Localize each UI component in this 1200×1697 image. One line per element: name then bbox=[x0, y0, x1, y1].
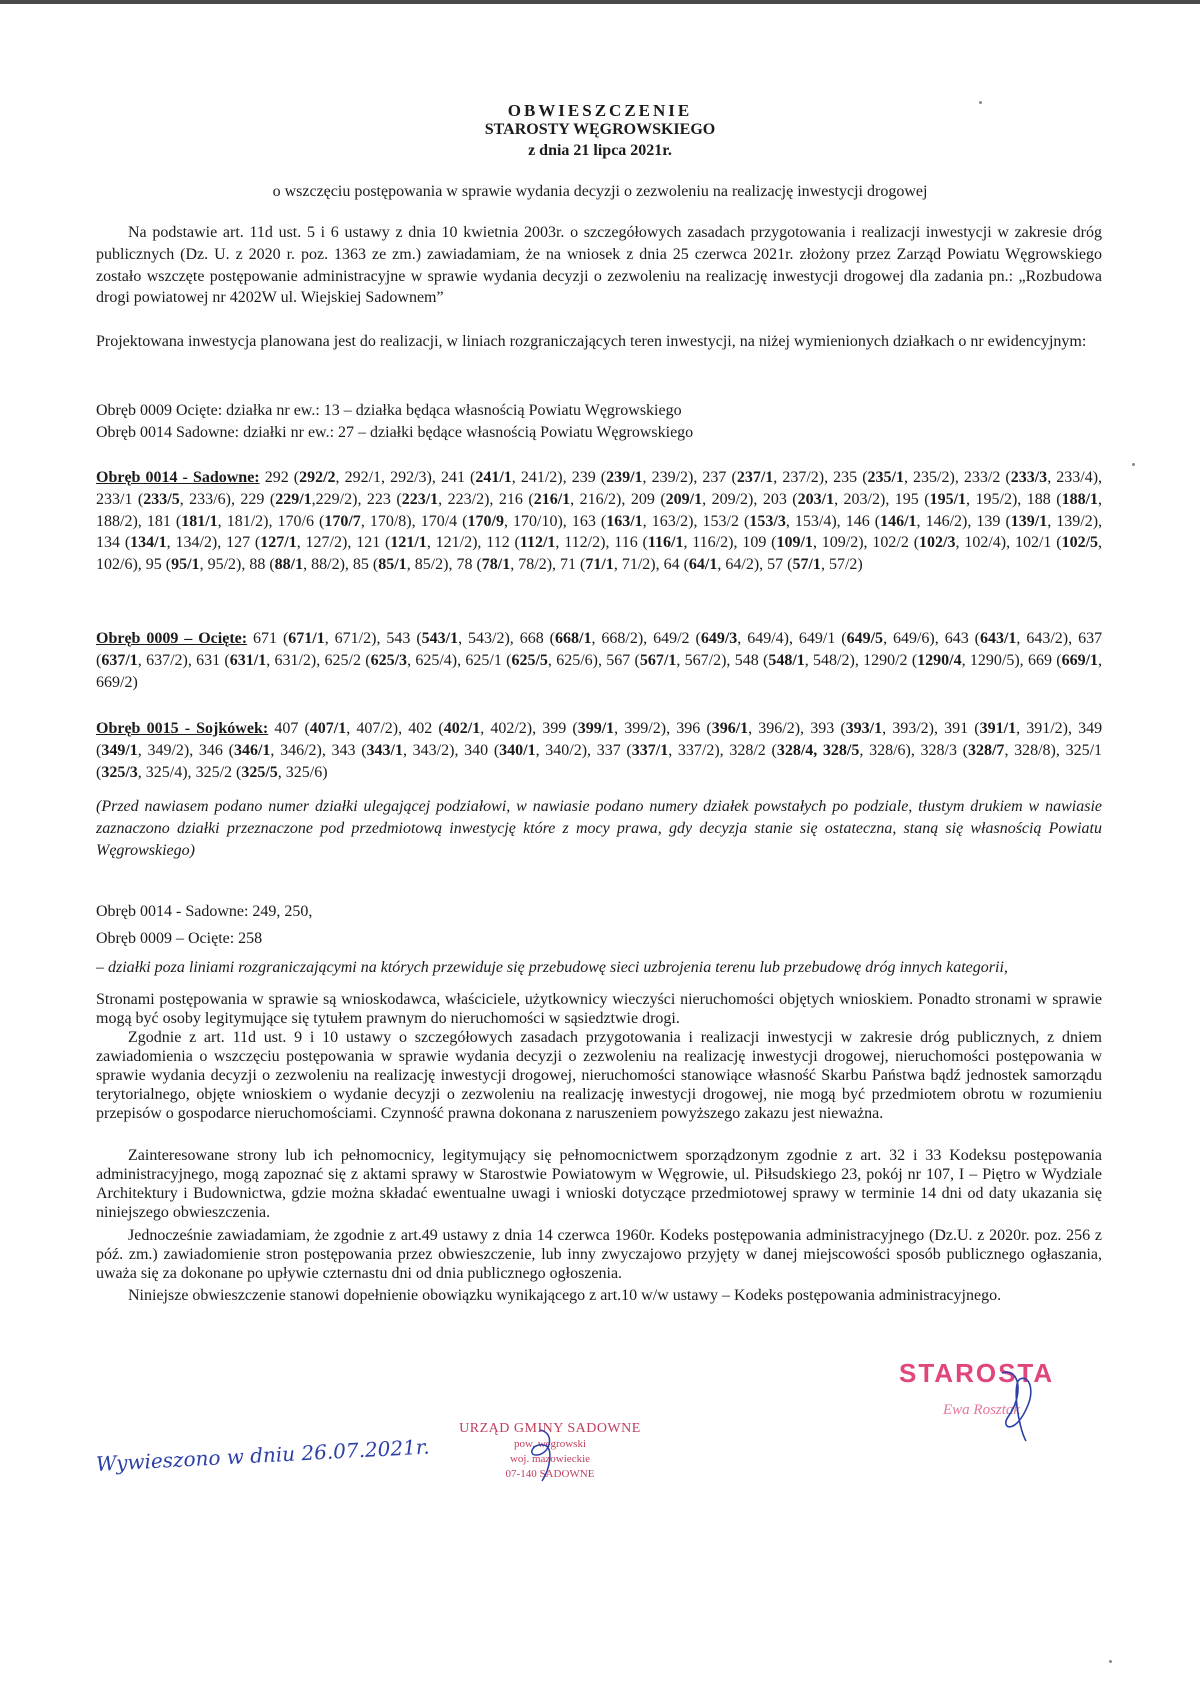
parcel-remaining: , 102/4), bbox=[955, 534, 1015, 552]
document-date: z dnia 21 lipca 2021r. bbox=[528, 142, 672, 159]
parcel-road-plot: 78/1 bbox=[481, 556, 511, 574]
obreb-label: Obręb 0015 - Sojkówek: bbox=[96, 720, 269, 737]
parcel-entry bbox=[96, 491, 240, 508]
parcel-source: 233/1 ( bbox=[96, 490, 144, 508]
parcel-entry bbox=[356, 534, 486, 551]
parcel-remaining: , 134/2), bbox=[166, 534, 227, 552]
parcel-source: 181 ( bbox=[146, 512, 182, 530]
parcel-source: 64 ( bbox=[663, 556, 689, 574]
parcel-source: 195 ( bbox=[894, 490, 930, 508]
parcel-source: 223 ( bbox=[366, 490, 402, 508]
parcel-road-plot: 328/7 bbox=[967, 741, 1005, 759]
parcel-source: 241 ( bbox=[440, 469, 476, 486]
other-parcels-0014: Obręb 0014 - Sadowne: 249, 250, bbox=[96, 903, 313, 920]
parcel-road-plot: 631/1 bbox=[229, 651, 267, 669]
parcel-source: 1290/2 ( bbox=[863, 651, 918, 669]
parcel-source: 109 ( bbox=[742, 534, 777, 552]
parcel-road-plot: 349/1 bbox=[101, 741, 138, 759]
parcel-road-plot: 127/1 bbox=[260, 534, 297, 552]
scan-speck bbox=[979, 101, 982, 104]
parcel-source: 229 ( bbox=[240, 490, 276, 508]
parcel-remaining: , 112/2), bbox=[555, 534, 615, 552]
parcel-road-plot: 567/1 bbox=[639, 651, 677, 669]
stamp-signature-scribble bbox=[520, 1425, 570, 1485]
parcel-source: 112 ( bbox=[486, 534, 520, 552]
parcel-source: 170/6 ( bbox=[277, 512, 325, 530]
parcel-entry bbox=[386, 630, 519, 647]
starosta-name: Ewa Rosztak bbox=[943, 1402, 1021, 1418]
parcel-entry bbox=[799, 630, 945, 647]
parcel-remaining: , 567/2), bbox=[676, 651, 735, 669]
parcel-remaining: , 668/2), bbox=[591, 630, 654, 647]
parcel-entry bbox=[421, 513, 572, 530]
parcel-remaining: , 669/2) bbox=[96, 651, 1103, 691]
parcel-entry bbox=[542, 720, 676, 737]
parcel-road-plot: 170/7 bbox=[324, 512, 361, 530]
parcel-remaining: , 233/6), bbox=[179, 490, 241, 508]
parcel-road-plot: 85/1 bbox=[378, 556, 407, 574]
parcel-entry bbox=[499, 491, 631, 508]
parcel-source: 116 ( bbox=[614, 534, 648, 552]
parcel-entry bbox=[332, 742, 465, 759]
parcel-remaining: , 102/6), bbox=[96, 534, 1103, 574]
parcel-entry bbox=[944, 720, 1078, 737]
parcel-road-plot: 343/1 bbox=[366, 741, 403, 759]
parcel-entry bbox=[572, 469, 703, 486]
parcel-entry bbox=[456, 556, 560, 573]
parcel-source: 153/2 ( bbox=[702, 512, 750, 530]
parcel-remaining: , 127/2), bbox=[296, 534, 357, 552]
parcel-entry bbox=[763, 491, 895, 508]
parcel-source: 637 ( bbox=[96, 630, 1103, 669]
parcel-entry bbox=[249, 556, 353, 573]
parcel-remaining: , 139/2), bbox=[1047, 512, 1103, 530]
parcel-remaining: , 292/1, 292/3), bbox=[335, 469, 441, 486]
parcel-remaining: , 637/2), bbox=[137, 651, 197, 669]
parcel-remaining: , 340/2), bbox=[535, 741, 597, 759]
parcel-remaining: , 391/2), bbox=[1016, 720, 1079, 737]
parcel-entry bbox=[921, 742, 1066, 759]
parcel-source: 102/2 ( bbox=[872, 534, 920, 552]
parcel-remaining: , 95/2), bbox=[199, 556, 250, 574]
parcel-remaining: , 170/10), bbox=[503, 512, 572, 530]
parcel-entry bbox=[367, 491, 499, 508]
parcel-source: 57 ( bbox=[767, 556, 793, 574]
parcel-source: 85 ( bbox=[352, 556, 379, 574]
parcel-remaining: , 233/4), bbox=[1047, 469, 1103, 486]
parcel-entry bbox=[872, 534, 1015, 551]
parcel-road-plot: 139/1 bbox=[1010, 512, 1048, 530]
parcel-entry bbox=[606, 652, 734, 669]
parcel-source: 643 ( bbox=[944, 630, 980, 647]
parcel-remaining: , 78/2), bbox=[510, 556, 561, 574]
parcel-remaining: , 671/2), bbox=[324, 630, 387, 647]
parcel-road-plot: 229/1 bbox=[275, 490, 312, 508]
parcel-source: 325/1 ( bbox=[96, 741, 1103, 781]
parcel-source: 203 ( bbox=[762, 490, 798, 508]
parcel-road-plot: 671/1 bbox=[288, 630, 325, 647]
obreb-label: Obręb 0009 – Ocięte: bbox=[96, 630, 248, 647]
parcel-road-plot: 649/3 bbox=[700, 630, 738, 647]
parcel-entry bbox=[560, 556, 664, 573]
parcel-entry bbox=[96, 534, 226, 551]
parcel-source: 170/4 ( bbox=[420, 512, 468, 530]
parcel-entry bbox=[735, 652, 863, 669]
parcel-remaining: , 85/2), bbox=[406, 556, 457, 574]
parcel-source: 671 ( bbox=[253, 630, 289, 647]
parcel-entry bbox=[846, 513, 977, 530]
parcel-entry bbox=[147, 513, 278, 530]
stamp-line: woj. mazowieckie bbox=[509, 1453, 591, 1465]
parcel-road-plot: 239/1 bbox=[606, 469, 643, 486]
parcel-remaining: , 643/2), bbox=[1016, 630, 1079, 647]
parcel-entry bbox=[199, 742, 332, 759]
parcel-source: 346 ( bbox=[198, 741, 234, 759]
parcel-source: 337 ( bbox=[596, 741, 632, 759]
parcel-remaining: , 349/2), bbox=[137, 741, 199, 759]
parcel-remaining: , 223/2), bbox=[438, 490, 499, 508]
parcel-road-plot: 668/1 bbox=[555, 630, 592, 647]
parcel-road-plot: 393/1 bbox=[845, 720, 883, 737]
parcel-remaining: , 239/2), bbox=[642, 469, 703, 486]
other-parcels-note: – działki poza liniami rozgraniczającymi na których przewiduje się przebudowę sieci uzbrojenia terenu lub przebudowę dróg innych kategorii, bbox=[96, 959, 1008, 976]
parcel-entry bbox=[226, 534, 356, 551]
parcel-remaining: , 1290/5), bbox=[961, 651, 1028, 669]
parcel-road-plot: 328/4, 328/5 bbox=[776, 741, 860, 759]
parcel-entry bbox=[895, 491, 1027, 508]
parcel-remaining: , 325/4), bbox=[137, 763, 196, 781]
parcel-source: 233/2 ( bbox=[963, 469, 1011, 486]
parcel-road-plot: 170/9 bbox=[467, 512, 504, 530]
parcel-remaining: , 649/4), bbox=[737, 630, 799, 647]
parcel-entry bbox=[945, 630, 1078, 647]
parcel-road-plot: 209/1 bbox=[665, 490, 703, 508]
parcel-remaining: , 88/2), bbox=[303, 556, 353, 574]
parcel-road-plot: 233/5 bbox=[143, 490, 180, 508]
stamp-title: URZĄD GMINY SADOWNE bbox=[459, 1421, 641, 1436]
parcel-road-plot: 643/1 bbox=[979, 630, 1017, 647]
owned-parcels bbox=[96, 400, 1102, 444]
parcel-remaining: , 109/2), bbox=[812, 534, 873, 552]
parcel-road-plot: 88/1 bbox=[274, 556, 304, 574]
parcel-remaining: , 195/2), bbox=[966, 490, 1027, 508]
parcel-entry bbox=[408, 720, 542, 737]
parcel-road-plot: 95/1 bbox=[171, 556, 200, 574]
parcel-remaining: , 153/4), bbox=[785, 512, 846, 530]
parcel-entry bbox=[614, 534, 742, 551]
parcel-remaining: , 548/2), bbox=[804, 651, 864, 669]
parcel-entry bbox=[240, 491, 367, 508]
parcel-road-plot: 340/1 bbox=[499, 741, 536, 759]
parcel-road-plot: 402/1 bbox=[443, 720, 481, 737]
scan-speck bbox=[1132, 463, 1135, 466]
parcel-road-plot: 102/3 bbox=[919, 534, 956, 552]
parcel-entry bbox=[976, 513, 1102, 530]
parcel-road-plot: 625/5 bbox=[511, 651, 548, 669]
parcel-source: 95 ( bbox=[145, 556, 172, 574]
parcel-source: 134 ( bbox=[96, 534, 131, 552]
parcel-entry bbox=[742, 534, 872, 551]
parcel-road-plot: 121/1 bbox=[390, 534, 427, 552]
document-title: OBWIESZCZENIE bbox=[507, 101, 693, 120]
parcel-source: 402 ( bbox=[408, 720, 444, 737]
parcel-entry bbox=[767, 556, 863, 573]
scan-speck bbox=[1109, 1660, 1112, 1663]
parcel-entry bbox=[597, 742, 730, 759]
parcel-entry bbox=[274, 720, 408, 737]
parcel-entry bbox=[863, 652, 1028, 669]
parcel-source: 669 ( bbox=[1027, 651, 1062, 669]
parcel-road-plot: 134/1 bbox=[130, 534, 167, 552]
notice-paragraph: Jednocześnie zawiadamiam, że zgodnie z art.49 ustawy z dnia 14 czerwca 1960r. Kodeks postępowania administracyjnego (Dz.U. z 2020r. poz. 256 z póź. zm.) zawiadomienie stron postępowania przez obwieszczenie, lub inny zwyczajowo przyjęty w danej miejscowości sposób publicznego ogłaszania, uważa się za dokonane po upływie czternastu dni od dnia publicznego ogłoszenia. bbox=[96, 1227, 1102, 1282]
parcel-road-plot: 407/1 bbox=[309, 720, 347, 737]
parcel-source: 543 ( bbox=[386, 630, 422, 647]
parcel-remaining: , 328/6), bbox=[859, 741, 921, 759]
parcel-road-plot: 391/1 bbox=[979, 720, 1017, 737]
parcel-remaining: , 146/2), bbox=[916, 512, 977, 530]
obreb-label: Obręb 0014 - Sadowne: bbox=[96, 469, 260, 486]
parcel-road-plot: 102/5 bbox=[1061, 534, 1099, 552]
parcel-list bbox=[96, 630, 1102, 691]
parcel-remaining: , 235/2), bbox=[904, 469, 964, 486]
parcel-source: 216 ( bbox=[498, 490, 534, 508]
parcel-remaining: , 116/2), bbox=[683, 534, 743, 552]
parcel-entry bbox=[572, 513, 703, 530]
parcel-source: 668 ( bbox=[519, 630, 556, 647]
parcel-entry bbox=[964, 469, 1102, 486]
parcels-obreb-0009 bbox=[96, 628, 1102, 693]
parcel-source: 343 ( bbox=[331, 741, 367, 759]
document-subject: o wszczęciu postępowania w sprawie wydania decyzji o zezwoleniu na realizację inwestycji drogowej bbox=[272, 183, 928, 200]
parcel-entry bbox=[810, 720, 944, 737]
final-paragraph: Niniejsze obwieszczenie stanowi dopełnienie obowiązku wynikającego z art.10 w/w ustawy – Kodeks postępowania administracyjnego. bbox=[128, 1287, 1002, 1304]
parcel-road-plot: 146/1 bbox=[880, 512, 917, 530]
document-authority: STAROSTY WĘGROWSKIEGO bbox=[484, 121, 716, 138]
parcel-road-plot: 116/1 bbox=[647, 534, 684, 552]
parcel-road-plot: 112/1 bbox=[519, 534, 556, 552]
parcel-remaining: , 407/2), bbox=[346, 720, 409, 737]
parcel-remaining: , 337/2), bbox=[668, 741, 730, 759]
parcel-entry bbox=[653, 630, 799, 647]
parcel-remaining: , 121/2), bbox=[426, 534, 487, 552]
parcel-source: 127 ( bbox=[226, 534, 261, 552]
parcel-remaining: , 181/2), bbox=[217, 512, 278, 530]
parcel-road-plot: 1290/4 bbox=[917, 651, 962, 669]
parcel-source: 649/1 ( bbox=[798, 630, 847, 647]
legal-article-paragraph: Zgodnie z art. 11d ust. 9 i 10 ustawy o szczegółowych zasadach przygotowania i realizacji inwestycji w zakresie dróg publicznych, z dniem zawiadomienia o wszczęciu postępowania w sprawie wydania decyzji o zezwoleniu na realizację inwestycji drogowej, nieruchomości postępowania w sprawie wydania decyzji o zezwoleniu na realizację inwestycji drogowej, nieruchomości stanowiące własność Skarbu Państwa bądź jednostek samorządu terytorialnego, objęte wnioskiem o wydanie decyzji o zezwoleniu na realizację inwestycji drogowej, nie mogą być przedmiotem obrotu w rozumieniu przepisów o gospodarce nieruchomościami. Czynność prawna dokonana z naruszeniem powyższego zakazu jest nieważna. bbox=[96, 1029, 1102, 1122]
parcel-road-plot: 188/1 bbox=[1061, 490, 1099, 508]
parcel-source: 71 ( bbox=[560, 556, 586, 574]
parcel-source: 78 ( bbox=[456, 556, 482, 574]
parcel-entry bbox=[676, 720, 810, 737]
parcel-road-plot: 181/1 bbox=[181, 512, 218, 530]
parcel-remaining: , 188/2), bbox=[96, 490, 1103, 530]
parcel-source: 188 ( bbox=[1026, 490, 1062, 508]
parcel-remaining: , 396/2), bbox=[748, 720, 811, 737]
parcel-road-plot: 57/1 bbox=[792, 556, 821, 574]
parcel-road-plot: 195/1 bbox=[929, 490, 967, 508]
parcel-entry bbox=[265, 469, 441, 486]
parcel-remaining: , 237/2), bbox=[773, 469, 834, 486]
parcel-remaining: , 57/2) bbox=[820, 556, 863, 574]
parcel-entry bbox=[196, 652, 324, 669]
parcel-road-plot: 637/1 bbox=[101, 651, 138, 669]
parcel-source: 239 ( bbox=[571, 469, 607, 486]
parcel-entry bbox=[729, 742, 920, 759]
parcel-entry bbox=[278, 513, 421, 530]
parcel-source: 625/2 ( bbox=[324, 651, 371, 669]
parcel-source: 88 ( bbox=[249, 556, 275, 574]
parcel-road-plot: 346/1 bbox=[233, 741, 271, 759]
owned-parcel-line: Obręb 0014 Sadowne: działki nr ew.: 27 – działki będące własnością Powiatu Węgrowskiego bbox=[96, 423, 694, 441]
parcel-road-plot: 237/1 bbox=[736, 469, 774, 486]
parcel-source: 548 ( bbox=[734, 651, 769, 669]
parcel-remaining: , 543/2), bbox=[458, 630, 520, 647]
stamp-line: 07-140 SADOWNE bbox=[505, 1468, 595, 1480]
intro-paragraph: Na podstawie art. 11d ust. 5 i 6 ustawy z dnia 10 kwietnia 2003r. o szczegółowych zasadach przygotowania i realizacji inwestycji w zakresie dróg publicznych (Dz. U. z 2020 r. poz. 1363 ze zm.) zawiadamiam, że na wniosek z dnia 25 czerwca 2021r. złożony przez Zarząd Powiatu Węgrowskiego zostało wszczęte postępowanie administracyjne w sprawie wydania decyzji o zezwoleniu na realizację inwestycji drogowej dla zadania pn.: „Rozbudowa drogi powiatowej nr 4202W ul. Wiejskiej Sadownem” bbox=[96, 224, 1102, 307]
parcel-source: 237 ( bbox=[702, 469, 737, 486]
parcel-source: 399 ( bbox=[542, 720, 578, 737]
parcel-source: 567 ( bbox=[606, 651, 640, 669]
parcel-remaining: , 209/2), bbox=[702, 490, 763, 508]
parcel-entry bbox=[353, 556, 457, 573]
parcel-entry bbox=[325, 652, 466, 669]
parcel-source: 625/1 ( bbox=[465, 651, 512, 669]
parcel-entry bbox=[196, 764, 328, 781]
parcel-source: 121 ( bbox=[356, 534, 391, 552]
parcel-remaining: , 393/2), bbox=[882, 720, 945, 737]
parcel-road-plot: 625/3 bbox=[370, 651, 408, 669]
parcel-remaining: , 203/2), bbox=[834, 490, 895, 508]
parcel-remaining: , 216/2), bbox=[570, 490, 631, 508]
parcel-road-plot: 543/1 bbox=[421, 630, 459, 647]
parcel-remaining: , 625/4), bbox=[407, 651, 466, 669]
starosta-stamp: STAROSTA bbox=[899, 1358, 1055, 1388]
parcel-road-plot: 325/5 bbox=[241, 763, 278, 781]
parcel-road-plot: 396/1 bbox=[711, 720, 749, 737]
parcel-remaining: ,229/2), bbox=[311, 490, 367, 508]
parcel-source: 631 ( bbox=[196, 651, 230, 669]
parcel-road-plot: 153/3 bbox=[749, 512, 786, 530]
parcel-entry bbox=[486, 534, 614, 551]
parcel-road-plot: 216/1 bbox=[533, 490, 571, 508]
parcel-remaining: , 328/8), bbox=[1004, 741, 1066, 759]
stamp-line: pow. węgrowski bbox=[514, 1438, 586, 1450]
parcel-source: 139 ( bbox=[976, 512, 1011, 530]
parcel-road-plot: 163/1 bbox=[606, 512, 643, 530]
parcel-remaining: , 64/2), bbox=[717, 556, 768, 574]
parcel-source: 649/2 ( bbox=[653, 630, 701, 647]
parcel-road-plot: 399/1 bbox=[577, 720, 615, 737]
parcel-source: 163 ( bbox=[571, 512, 607, 530]
parcel-source: 235 ( bbox=[833, 469, 868, 486]
parcel-source: 396 ( bbox=[676, 720, 712, 737]
parcel-entry bbox=[465, 652, 606, 669]
planned-paragraph: Projektowana inwestycja planowana jest do realizacji, w liniach rozgraniczających teren inwestycji, na niżej wymienionych działkach o nr ewidencyjnym: bbox=[96, 333, 1087, 350]
parcel-road-plot: 223/1 bbox=[401, 490, 439, 508]
parcels-obreb-0015 bbox=[96, 718, 1102, 783]
parcel-source: 102/1 ( bbox=[1014, 534, 1062, 552]
parcel-source: 325/2 ( bbox=[195, 763, 242, 781]
parcel-remaining: , 71/2), bbox=[613, 556, 664, 574]
parcel-source: 292 ( bbox=[264, 469, 300, 486]
parcel-remaining: , 163/2), bbox=[642, 512, 703, 530]
parcel-source: 393 ( bbox=[810, 720, 846, 737]
parcel-source: 407 ( bbox=[274, 720, 310, 737]
parcel-remaining: , 325/6) bbox=[277, 763, 328, 781]
parcel-source: 391 ( bbox=[944, 720, 980, 737]
other-parcels-0009: Obręb 0009 – Ocięte: 258 bbox=[96, 930, 263, 947]
parcel-road-plot: 64/1 bbox=[688, 556, 718, 574]
parcel-road-plot: 337/1 bbox=[631, 741, 669, 759]
parcel-remaining: , 399/2), bbox=[614, 720, 677, 737]
parcel-source: 328/2 ( bbox=[729, 741, 777, 759]
parcel-road-plot: 203/1 bbox=[797, 490, 835, 508]
parcel-road-plot: 649/5 bbox=[846, 630, 884, 647]
parcel-entry bbox=[833, 469, 964, 486]
access-paragraph: Zainteresowane strony lub ich pełnomocnicy, legitymujący się pełnomocnictwem sporządzonym zgodnie z art. 32 i 33 Kodeksu postępowania administracyjnego, mogą zapoznać się z aktami sprawy w Starostwie Powiatowym w Węgrowie, ul. Piłsudskiego 23, pokój nr 107, I – Piętro w Wydziale Architektury i Budownictwa, gdzie można składać ewentualne uwagi i wnioski dotyczące przedmiotowej sprawy w terminie 14 dni od daty ukazania się niniejszego obwieszczenia. bbox=[96, 1147, 1102, 1221]
parcel-road-plot: 325/3 bbox=[101, 763, 138, 781]
parcel-entry bbox=[146, 556, 250, 573]
parcel-remaining: , 631/2), bbox=[266, 651, 325, 669]
parcel-road-plot: 109/1 bbox=[776, 534, 813, 552]
parcel-source: 209 ( bbox=[630, 490, 666, 508]
parcel-road-plot: 71/1 bbox=[585, 556, 614, 574]
parcels-obreb-0014 bbox=[96, 467, 1102, 576]
handwritten-posting-note: Wywieszono w dniu 26.07.2021r. bbox=[95, 1434, 431, 1476]
parcel-road-plot: 292/2 bbox=[299, 469, 336, 486]
parcel-entry bbox=[702, 469, 833, 486]
parcel-entry bbox=[631, 491, 763, 508]
parcel-remaining: , 625/6), bbox=[547, 651, 607, 669]
parcel-remaining: , 343/2), bbox=[403, 741, 465, 759]
parcel-entry bbox=[520, 630, 653, 647]
parcel-entry bbox=[703, 513, 846, 530]
parcel-source: 328/3 ( bbox=[920, 741, 968, 759]
parcel-source: 340 ( bbox=[464, 741, 500, 759]
parcel-road-plot: 235/1 bbox=[867, 469, 904, 486]
parcel-remaining: , 241/2), bbox=[511, 469, 572, 486]
parcel-road-plot: 233/3 bbox=[1010, 469, 1048, 486]
parcel-remaining: , 402/2), bbox=[480, 720, 543, 737]
parcel-remaining: , 649/6), bbox=[883, 630, 945, 647]
parcel-remaining: , 170/8), bbox=[360, 512, 421, 530]
owned-parcel-line: Obręb 0009 Ocięte: działka nr ew.: 13 – działka będąca własnością Powiatu Węgrowskiego bbox=[96, 402, 682, 419]
parcel-road-plot: 669/1 bbox=[1061, 651, 1099, 669]
parcel-source: 349 ( bbox=[96, 720, 1103, 759]
parcel-entry bbox=[664, 556, 768, 573]
parties-paragraph: Stronami postępowania w sprawie są wnioskodawca, właściciele, użytkownicy wieczyści nieruchomości objętych wnioskiem. Ponadto stronami w sprawie mogą być osoby legitymujące się tytułem prawnym do nieruchomości w sąsiedztwie drogi. bbox=[96, 991, 1102, 1027]
signature-scribble bbox=[990, 1365, 1050, 1445]
parcel-entry bbox=[253, 630, 386, 647]
top-border bbox=[0, 0, 1200, 4]
parcel-remaining: , 346/2), bbox=[270, 741, 332, 759]
parcel-legend-note: (Przed nawiasem podano numer działki ulegającej podziałowi, w nawiasie podano numery działek powstałych po podziale, tłustym drukiem w nawiasie zaznaczono działki przeznaczone pod przedmiotową inwestycję które z mocy prawa, gdy decyzja stanie się ostateczna, staną się własnością Powiatu Węgrowskiego) bbox=[96, 798, 1102, 859]
parcel-road-plot: 548/1 bbox=[768, 651, 805, 669]
parcel-entry bbox=[441, 469, 572, 486]
parcel-road-plot: 241/1 bbox=[475, 469, 512, 486]
parcel-entry bbox=[464, 742, 597, 759]
parcel-source: 146 ( bbox=[845, 512, 881, 530]
